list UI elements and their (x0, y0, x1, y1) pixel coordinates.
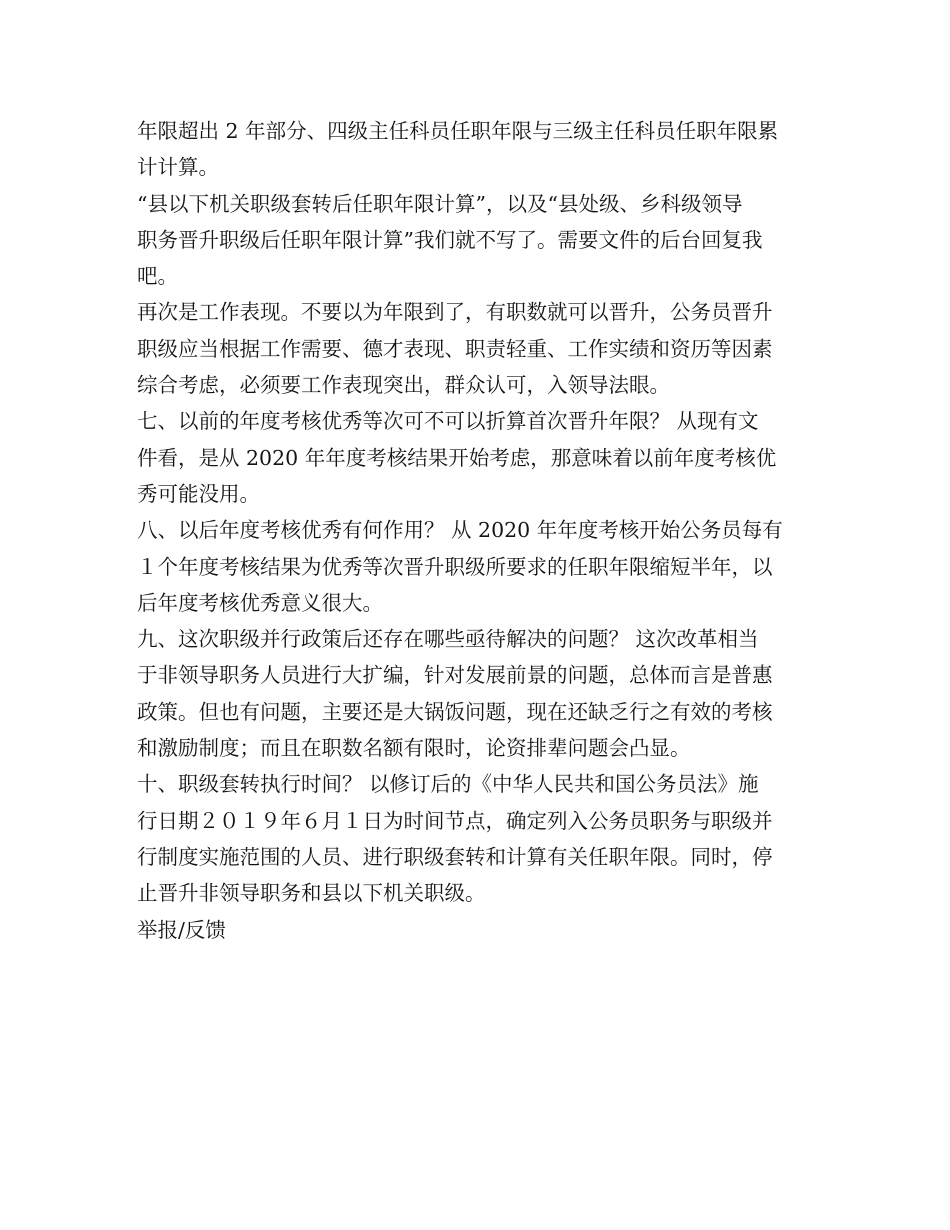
report-feedback-link[interactable]: 举报/反馈 (137, 917, 226, 942)
paragraph-work-performance: 再次是工作表现。不要以为年限到了，有职数就可以晋升，公务员晋升 职级应当根据工作需要、德才表现、职责轻重、工作实绩和资历等因素 综合考虑，必须要工作表现突出，群众认可，入领导法眼。 (137, 300, 773, 398)
paragraph-section-seven: 七、以前的年度考核优秀等次可不可以折算首次晋升年限？ 从现有文 件看，是从 2020 年年度考核结果开始考虑，那意味着以前年度考核优 秀可能没用。 (137, 409, 777, 506)
paragraph-tenure-accumulation: 年限超出 2 年部分、四级主任科员任职年限与三级主任科员任职年限累 计计算。 (137, 119, 779, 180)
paragraph-section-eight: 八、以后年度考核优秀有何作用？ 从 2020 年年度考核开始公务员每有 １个年度考核结果为优秀等次晋升职级所要求的任职年限缩短半年，以 后年度考核优秀意义很大。 (137, 518, 783, 615)
paragraph-section-ten: 十、职级套转执行时间？ 以修订后的《中华人民共和国公务员法》施 行日期２０１９年６月１日为时间节点，确定列入公务员职务与职级并 行制度实施范围的人员、进行职级套转和计算有关任职年限。同时，停 止晋升非领导职务和县以下机关职级。 (137, 772, 773, 906)
paragraph-section-nine: 九、这次职级并行政策后还存在哪些亟待解决的问题？ 这次改革相当 于非领导职务人员进行大扩编，针对发展前景的问题，总体而言是普惠 政策。但也有问题，主要还是大锅饭问题，现在还缺乏行之有效的考核 和激励制度；而且在职数名额有限时，论资排辈问题会凸显。 (137, 627, 773, 761)
paragraph-omitted-calculations: “县以下机关职级套转后任职年限计算”，以及“县处级、乡科级领导 职务晋升职级后任职年限计算”我们就不写了。需要文件的后台回复我 吧。 (137, 191, 763, 289)
document-body (137, 113, 815, 948)
